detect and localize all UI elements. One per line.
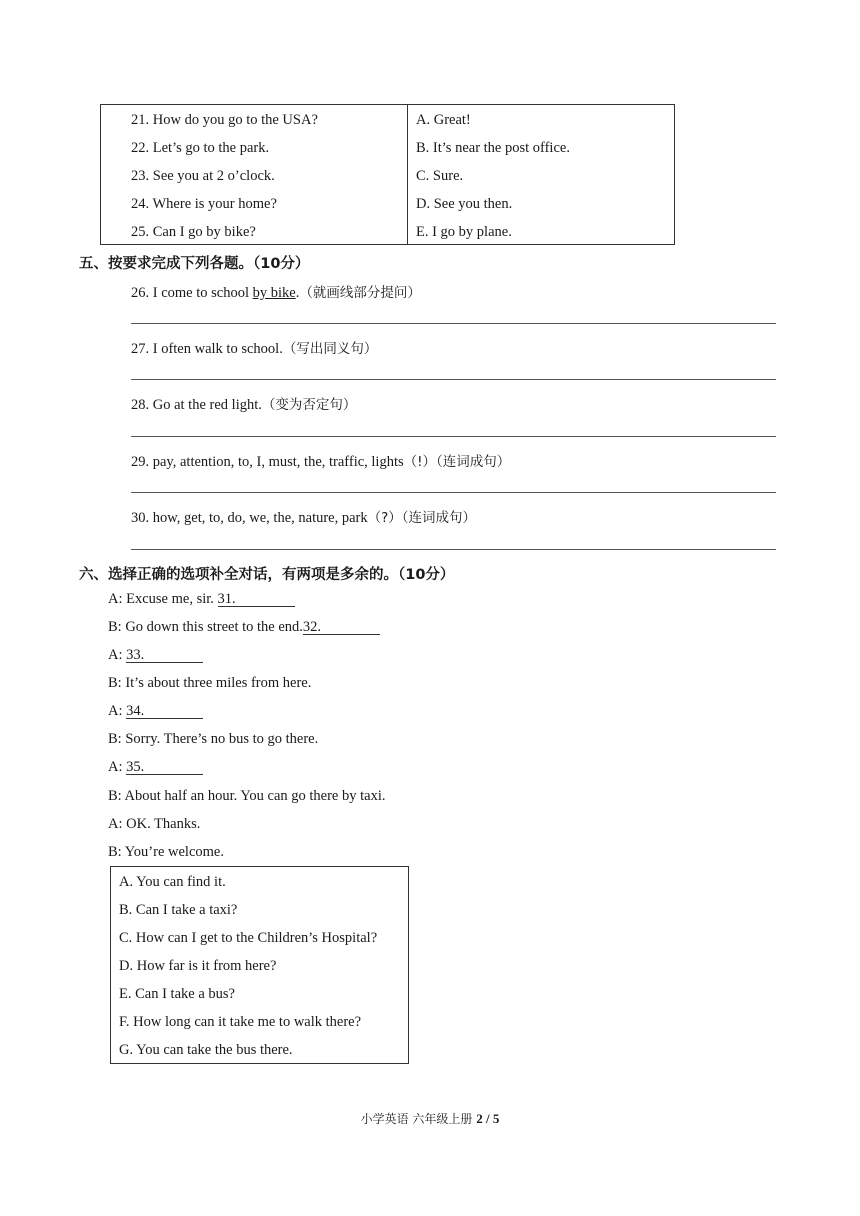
match-answer-c: C. Sure. bbox=[416, 168, 464, 184]
dialogue-line-1 bbox=[108, 591, 295, 608]
question-26 bbox=[131, 281, 421, 302]
match-question-25: 25. Can I go by bike? bbox=[131, 224, 256, 240]
dialogue-text: A: bbox=[108, 703, 127, 719]
section-six-title: 六、选择正确的选项补全对话，有两项是多余的。（10分） bbox=[79, 567, 455, 583]
blank-32[interactable]: 32. bbox=[303, 620, 380, 635]
match-question-21: 21. How do you go to the USA? bbox=[131, 112, 318, 128]
table-divider bbox=[407, 105, 408, 244]
match-question-24: 24. Where is your home? bbox=[131, 196, 277, 212]
question-26-text: 26. I come to school bbox=[131, 285, 253, 301]
question-28-hint: （变为否定句） bbox=[261, 397, 357, 413]
question-27-hint: （写出同义句） bbox=[282, 341, 378, 357]
question-26-underlined: by bike bbox=[252, 285, 296, 301]
question-30 bbox=[131, 506, 476, 527]
option-a: A. You can find it. bbox=[119, 874, 226, 890]
option-d: D. How far is it from here? bbox=[119, 958, 277, 974]
dialogue-line-9: A: OK. Thanks. bbox=[108, 816, 201, 832]
answer-line-26[interactable] bbox=[131, 323, 776, 324]
match-answer-b: B. It’s near the post office. bbox=[416, 140, 570, 156]
question-28-text: 28. Go at the red light. bbox=[131, 397, 262, 413]
question-27 bbox=[131, 337, 377, 358]
dialogue-text: B: Go down this street to the end. bbox=[108, 619, 303, 635]
blank-34[interactable]: 34. bbox=[126, 704, 203, 719]
option-g: G. You can take the bus there. bbox=[119, 1042, 293, 1058]
dialogue-line-2 bbox=[108, 619, 380, 636]
answer-line-29[interactable] bbox=[131, 492, 776, 493]
dialogue-text: A: Excuse me, sir. bbox=[108, 591, 218, 607]
question-29 bbox=[131, 450, 510, 471]
dialogue-line-4: B: It’s about three miles from here. bbox=[108, 675, 312, 691]
option-e: E. Can I take a bus? bbox=[119, 986, 235, 1002]
dialogue-line-5 bbox=[108, 703, 203, 720]
options-box bbox=[110, 866, 409, 1064]
option-c: C. How can I get to the Children’s Hospital? bbox=[119, 930, 378, 946]
dialogue-line-8: B: About half an hour. You can go there by taxi. bbox=[108, 788, 386, 804]
match-question-23: 23. See you at 2 o’clock. bbox=[131, 168, 275, 184]
question-27-text: 27. I often walk to school. bbox=[131, 341, 283, 357]
page-footer bbox=[0, 1110, 860, 1127]
blank-31[interactable]: 31. bbox=[218, 592, 295, 607]
answer-line-28[interactable] bbox=[131, 436, 776, 437]
match-answer-d: D. See you then. bbox=[416, 196, 513, 212]
match-question-22: 22. Let’s go to the park. bbox=[131, 140, 270, 156]
dialogue-text: A: bbox=[108, 759, 127, 775]
question-30-hint: （?）（连词成句） bbox=[367, 510, 477, 526]
question-28 bbox=[131, 393, 356, 414]
question-29-hint: （!）（连词成句） bbox=[403, 454, 511, 470]
answer-line-30[interactable] bbox=[131, 549, 776, 550]
option-f: F. How long can it take me to walk there? bbox=[119, 1014, 362, 1030]
question-29-text: 29. pay, attention, to, I, must, the, traffic, lights bbox=[131, 454, 404, 470]
question-26-hint: （就画线部分提问） bbox=[299, 285, 421, 301]
section-five-title: 五、按要求完成下列各题。（10分） bbox=[79, 256, 310, 272]
blank-35[interactable]: 35. bbox=[126, 760, 203, 775]
dialogue-line-6: B: Sorry. There’s no bus to go there. bbox=[108, 731, 319, 747]
dialogue-line-7 bbox=[108, 759, 203, 776]
matching-table bbox=[100, 104, 675, 245]
question-26-period: . bbox=[295, 285, 300, 301]
page-number: 2 / 5 bbox=[476, 1111, 500, 1126]
dialogue-text: A: bbox=[108, 647, 127, 663]
answer-line-27[interactable] bbox=[131, 379, 776, 380]
question-30-text: 30. how, get, to, do, we, the, nature, park bbox=[131, 510, 368, 526]
blank-33[interactable]: 33. bbox=[126, 648, 203, 663]
dialogue-line-10: B: You’re welcome. bbox=[108, 844, 224, 860]
match-answer-e: E. I go by plane. bbox=[416, 224, 512, 240]
option-b: B. Can I take a taxi? bbox=[119, 902, 238, 918]
footer-text: 小学英语 六年级上册 bbox=[360, 1112, 477, 1126]
match-answer-a: A. Great! bbox=[416, 112, 471, 128]
dialogue-line-3 bbox=[108, 647, 203, 664]
